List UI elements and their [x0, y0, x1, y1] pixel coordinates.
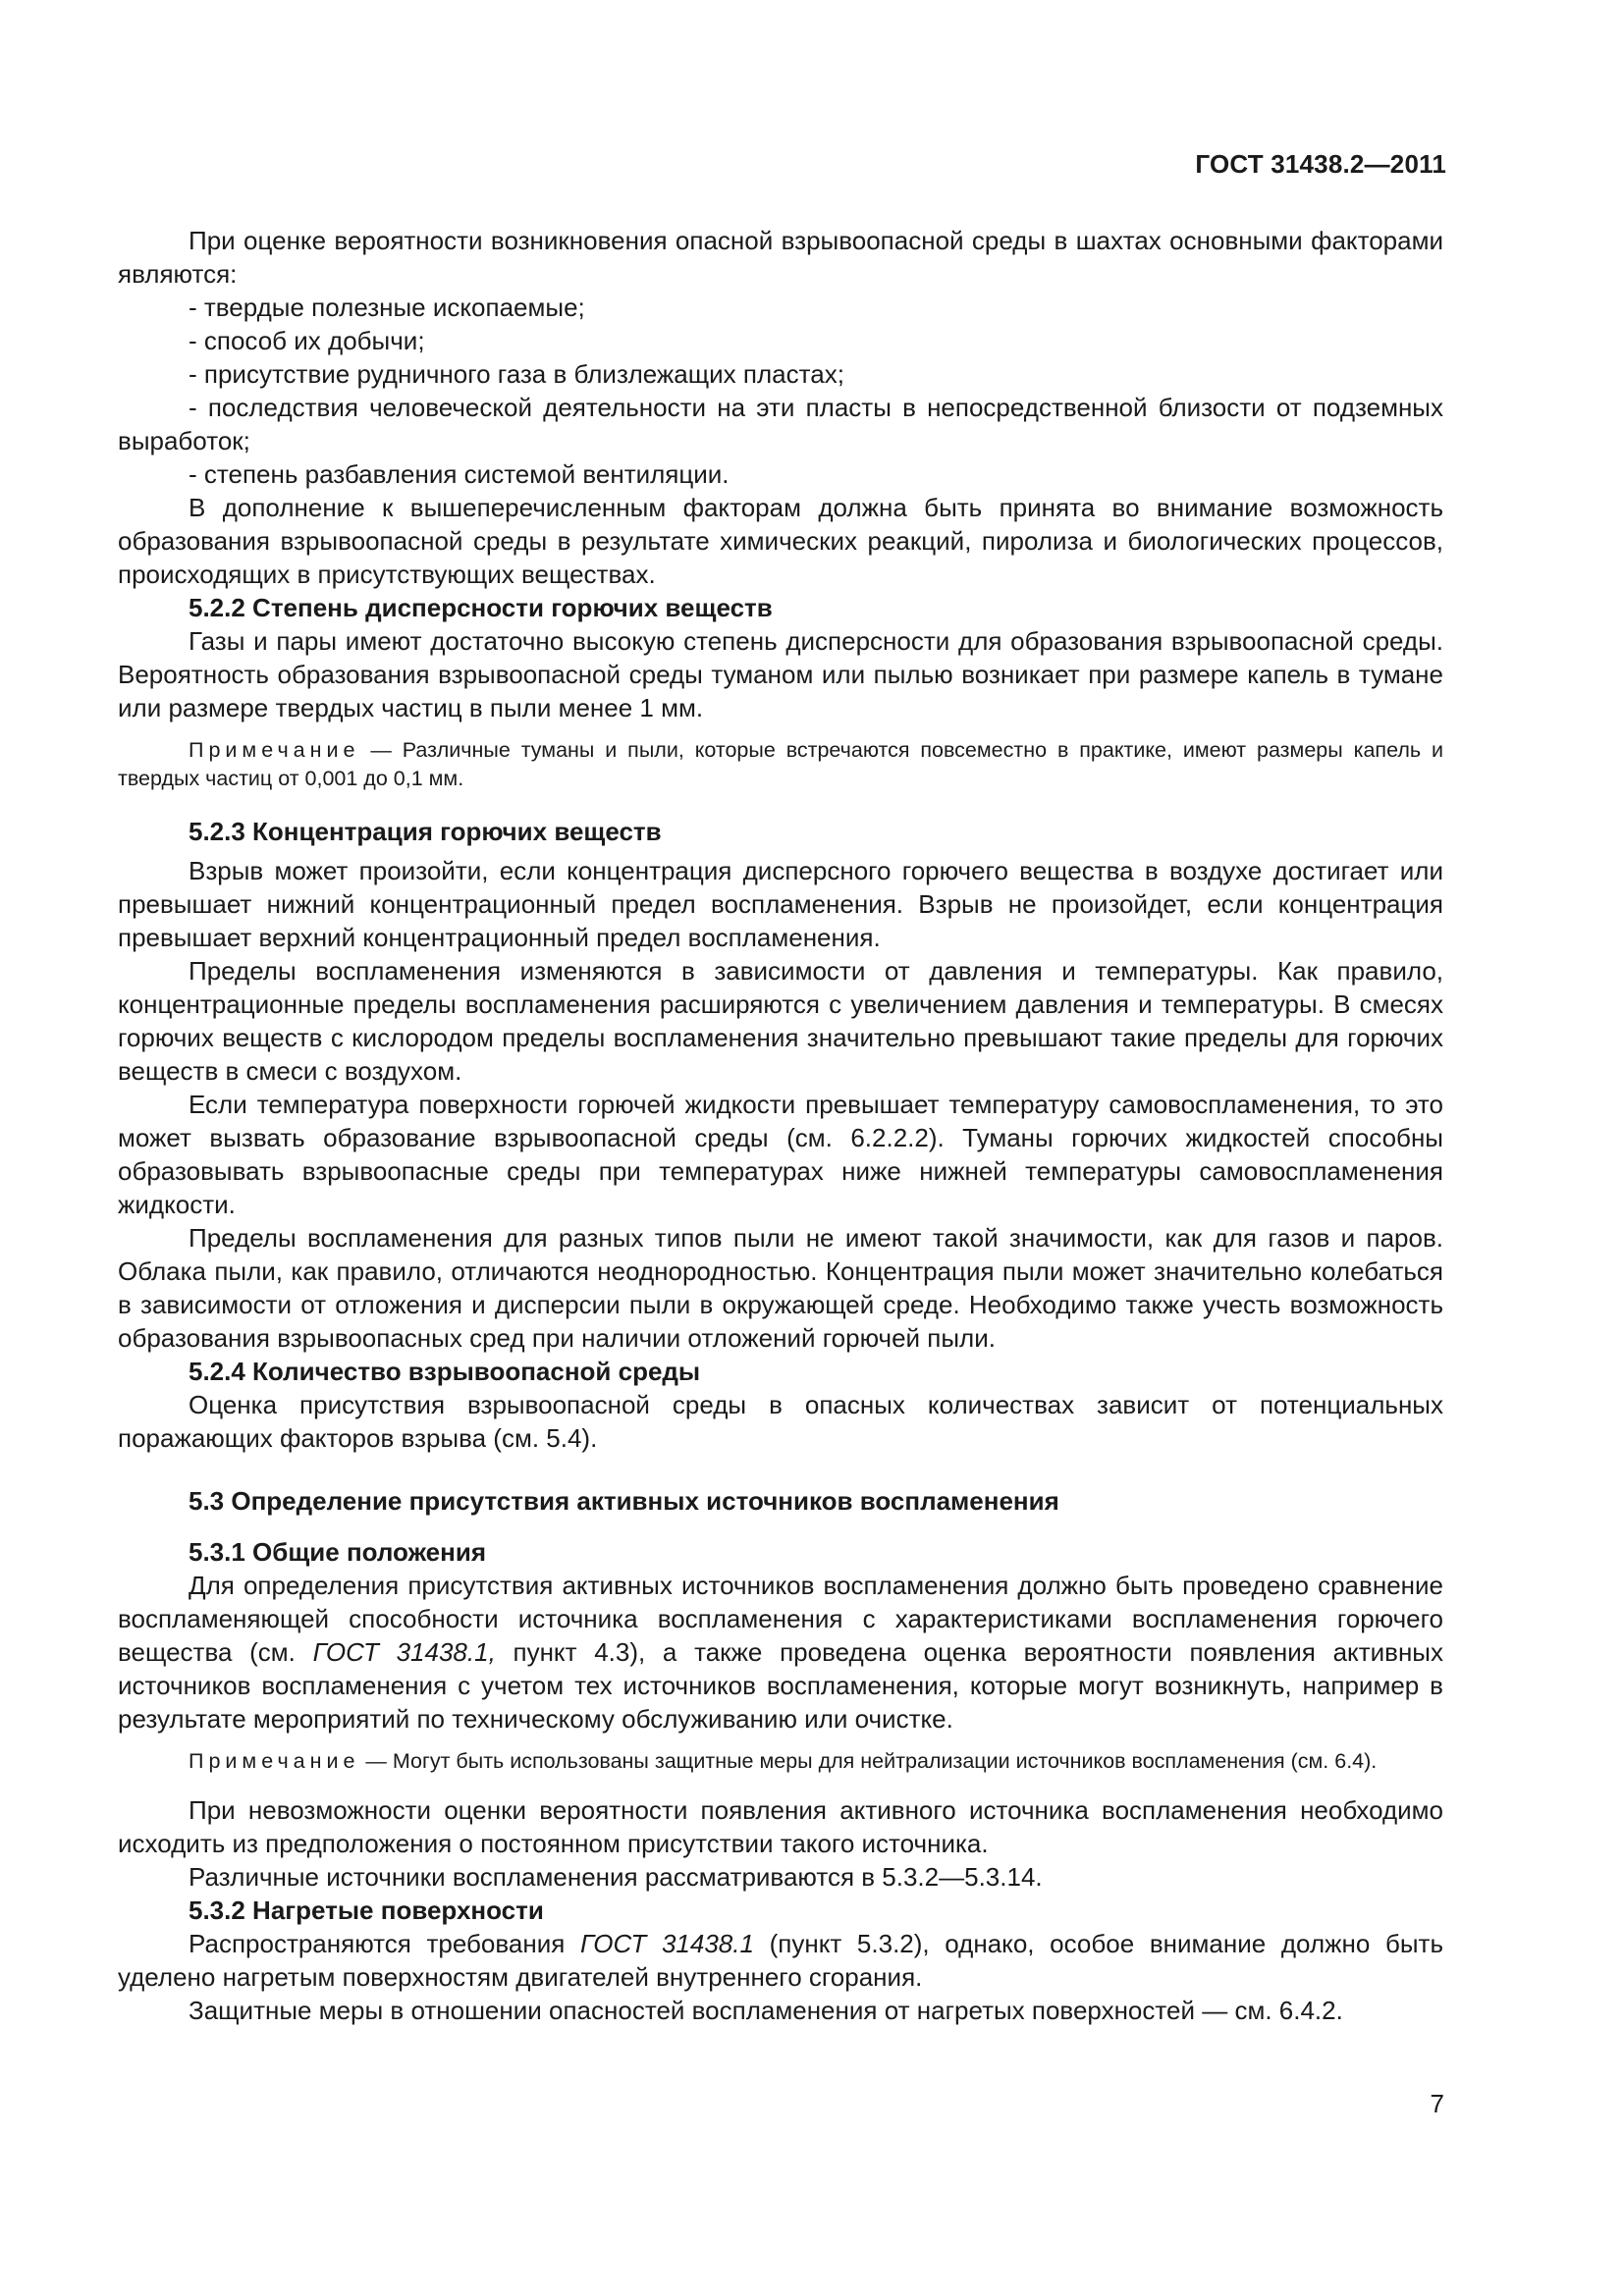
text-run: пункт 4.3), а также проведена оценка вероятности появления активных источников воспламенения с учетом тех источников воспламенения, которые могут возникнуть, например в результате мероприятий по техническому обслуживанию или очистке. — [118, 1637, 1443, 1734]
text-run: (пункт 5.3.2), однако, особое внимание должно быть уделено нагретым поверхностям двигателей внутреннего сгорания. — [118, 1929, 1444, 1992]
section-heading-5-3-2: 5.3.2 Нагретые поверхности — [189, 1896, 544, 1925]
list-item: - способ их добычи; — [189, 326, 425, 355]
text-run: Распространяются требования — [189, 1929, 580, 1958]
list-item: - степень разбавления системой вентиляции. — [189, 459, 730, 489]
note-text: — Различные туманы и пыли, которые встречаются повсеместно в практике, имеют размеры капель и твердых частиц от 0,001 до 0,1 мм. — [118, 738, 1443, 790]
paragraph — [118, 1927, 1443, 1994]
paragraph: Взрыв может произойти, если концентрация дисперсного горючего вещества в воздухе достигает или превышает нижний концентрационный предел воспламенения. Взрыв не произойдет, если концентрация превышает верхний концентрационный предел воспламенения. — [118, 856, 1443, 952]
section-heading-5-3: 5.3 Определение присутствия активных источников воспламенения — [189, 1486, 1059, 1516]
text-run: Для определения присутствия активных источников воспламенения должно быть проведено сравнение воспламеняющей способности источника воспламенения с характеристиками воспламенения горючего вещества (см. — [118, 1571, 1443, 1667]
paragraph: Газы и пары имеют достаточно высокую степень дисперсности для образования взрывоопасной среды. Вероятность образования взрывоопасной среды туманом или пылью возникает при размере капель в тумане или размере твердых частиц в пыли менее 1 мм. — [118, 626, 1443, 722]
section-heading-5-2-3: 5.2.3 Концентрация горючих веществ — [189, 817, 662, 846]
paragraph: Защитные меры в отношении опасностей воспламенения от нагретых поверхностей — см. 6.4.2. — [189, 1996, 1343, 2025]
note-label: Примечание — [189, 738, 360, 762]
standard-reference: ГОСТ 31438.1, — [312, 1637, 496, 1667]
list-item: - твердые полезные ископаемые; — [189, 293, 585, 322]
section-heading-5-3-1: 5.3.1 Общие положения — [189, 1537, 486, 1567]
document-body — [118, 224, 1443, 2027]
note — [118, 736, 1443, 793]
paragraph: Пределы воспламенения для разных типов пыли не имеют такой значимости, как для газов и паров. Облака пыли, как правило, отличаются неоднородностью. Концентрация пыли может значительно колебаться в зависимости от отложения и дисперсии пыли в окружающей среде. Необходимо также учесть возможность образования взрывоопасных сред при наличии отложений горючей пыли. — [118, 1223, 1443, 1353]
page-number: 7 — [1430, 2089, 1444, 2118]
paragraph: Пределы воспламенения изменяются в зависимости от давления и температуры. Как правило, концентрационные пределы воспламенения расширяются с увеличением давления и температуры. В смесях горючих веществ с кислородом пределы воспламенения значительно превышают такие пределы для горючих веществ в смеси с воздухом. — [118, 956, 1443, 1086]
paragraph — [118, 1569, 1443, 1735]
standard-reference: ГОСТ 31438.1 — [579, 1929, 754, 1958]
paragraph: Оценка присутствия взрывоопасной среды в опасных количествах зависит от потенциальных поражающих факторов взрыва (см. 5.4). — [118, 1390, 1443, 1453]
paragraph: При оценке вероятности возникновения опасной взрывоопасной среды в шахтах основными факторами являются: — [118, 226, 1443, 289]
paragraph: Если температура поверхности горючей жидкости превышает температуру самовоспламенения, то это может вызвать образование взрывоопасной среды (см. 6.2.2.2). Туманы горючих жидкостей способны образовывать взрывоопасные среды при температурах ниже нижней температуры самовоспламенения жидкости. — [118, 1090, 1443, 1219]
paragraph: Различные источники воспламенения рассматриваются в 5.3.2—5.3.14. — [189, 1862, 1043, 1892]
document-code-header: ГОСТ 31438.2—2011 — [1195, 149, 1446, 179]
note-label: Примечание — [189, 1749, 360, 1773]
paragraph: При невозможности оценки вероятности появления активного источника воспламенения необходимо исходить из предположения о постоянном присутствии такого источника. — [118, 1795, 1443, 1858]
list-item: - присутствие рудничного газа в близлежащих пластах; — [189, 359, 844, 389]
note — [118, 1747, 1443, 1776]
note-text: — Могут быть использованы защитные меры для нейтрализации источников воспламенения (см. 6.4). — [359, 1749, 1378, 1773]
section-heading-5-2-2: 5.2.2 Степень дисперсности горючих веществ — [189, 593, 773, 622]
list-item: - последствия человеческой деятельности на эти пласты в непосредственной близости от подземных выработок; — [118, 393, 1443, 455]
paragraph: В дополнение к вышеперечисленным факторам должна быть принята во внимание возможность образования взрывоопасной среды в результате химических реакций, пиролиза и биологических процессов, происходящих в присутствующих веществах. — [118, 493, 1443, 589]
section-heading-5-2-4: 5.2.4 Количество взрывоопасной среды — [189, 1357, 701, 1386]
